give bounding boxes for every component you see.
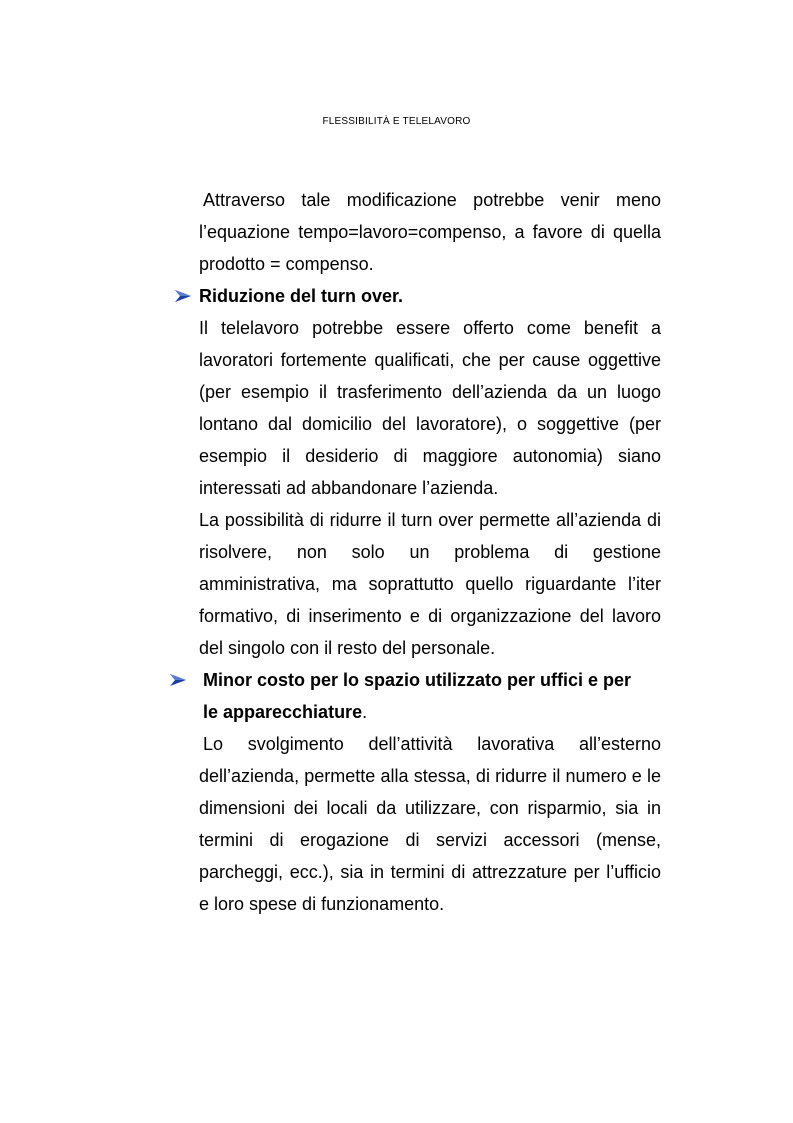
costs-paragraph: Lo svolgimento dell’attività lavorativa all’esterno dell’azienda, permette alla stessa, di ridurre il numero e le dimensioni dei locali da utilizzare, con risparmio, sia in termini di erogazione di servizi accessori (mense, parcheggi, ecc.), sia in termini di attrezzature per l’ufficio e loro spese di funzionamento. bbox=[199, 734, 661, 914]
intro-paragraph: Attraverso tale modificazione potrebbe venir meno l’equazione tempo=lavoro=compenso, a favore di quella prodotto = compenso. bbox=[199, 190, 661, 274]
arrow-right-icon bbox=[169, 673, 187, 687]
bullet-heading-continued: le apparecchiature bbox=[203, 702, 363, 722]
page-body bbox=[199, 184, 661, 920]
arrow-right-icon bbox=[174, 289, 192, 303]
bullet-heading: Minor costo per lo spazio utilizzato per uffici e per bbox=[203, 670, 632, 690]
turnover-paragraph-2: La possibilità di ridurre il turn over permette all’azienda di risolvere, non solo un problema di gestione amministrativa, ma soprattutto quello riguardante l’iter formativo, di inserimento e di organizzazione del lavoro del singolo con il resto del personale. bbox=[199, 510, 661, 658]
page-header: FLESSIBILITÀ E TELELAVORO bbox=[322, 116, 471, 127]
bullet-item-turnover bbox=[199, 280, 661, 312]
turnover-paragraph: Il telelavoro potrebbe essere offerto come benefit a lavoratori fortemente qualificati, che per cause oggettive (per esempio il trasferimento dell’azienda da un luogo lontano dal domicilio del lavoratore), o soggettive (per esempio il desiderio di maggiore autonomia) siano interessati ad abbandonare l’azienda. bbox=[199, 318, 661, 498]
bullet-item-costs bbox=[199, 664, 661, 728]
heading-period: . bbox=[362, 702, 368, 722]
bullet-heading: Riduzione del turn over. bbox=[199, 286, 404, 306]
